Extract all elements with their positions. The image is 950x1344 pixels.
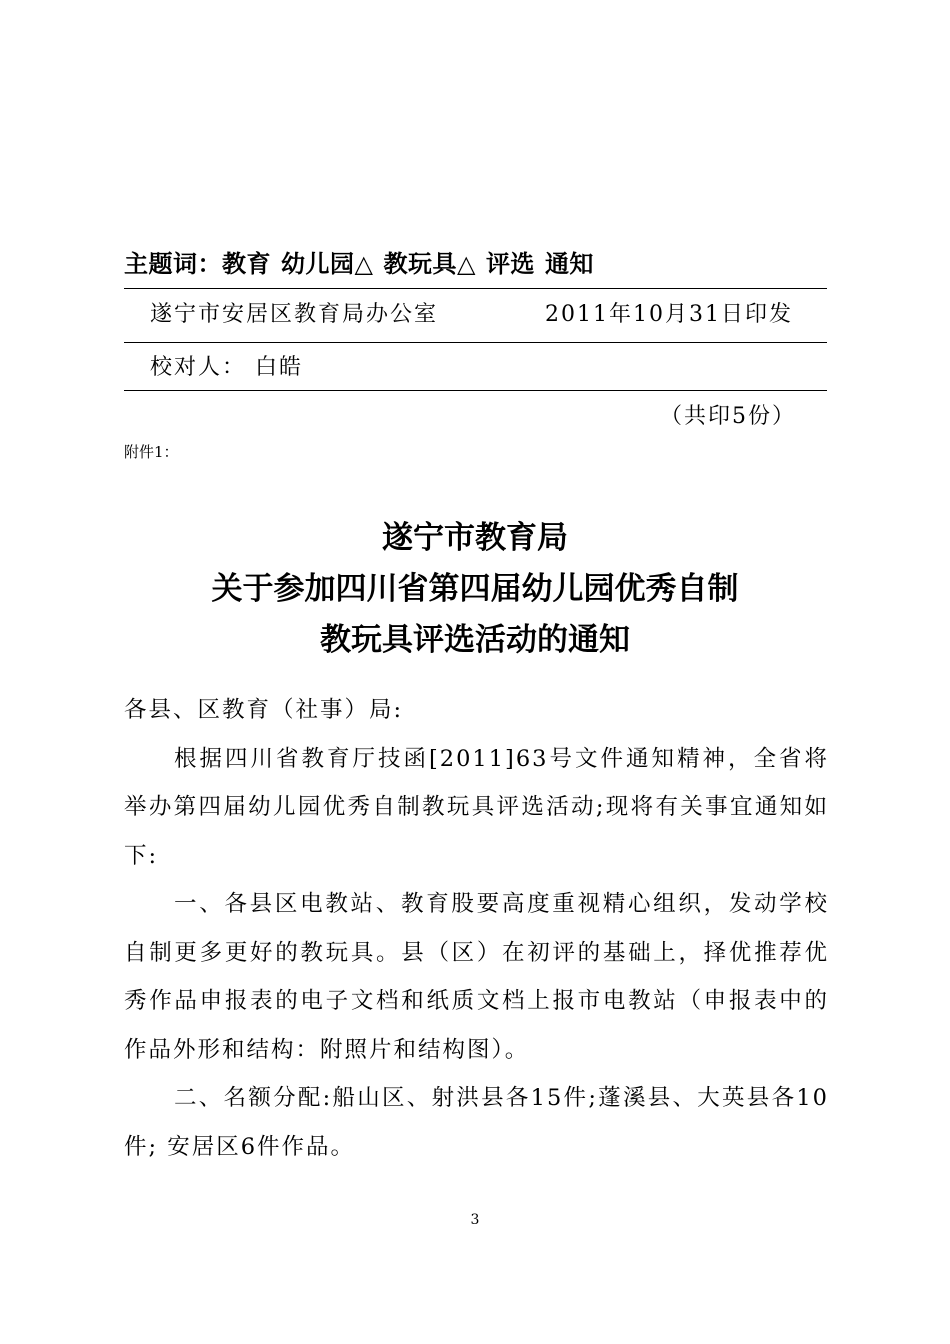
issue-date: 2011年10月31日印发: [545, 302, 793, 327]
keywords-label: 主题词：: [124, 250, 222, 278]
keyword: 教育: [222, 250, 271, 278]
notice-title-line-3: 教玩具评选活动的通知: [320, 622, 630, 658]
divider-line: [124, 390, 827, 391]
keyword: 幼儿园△: [281, 250, 374, 278]
subject-keywords: [124, 244, 604, 279]
paragraph: 根据四川省教育厅技函[2011]63号文件通知精神，全省将举办第四届幼儿园优秀自制教玩具评选活动;现将有关事宜通知如下:: [124, 745, 829, 869]
keyword: 教玩具△: [383, 250, 476, 278]
proofreader: 校对人： 白皓: [150, 355, 303, 380]
keyword: 通知: [544, 250, 594, 278]
paragraph: 二、名额分配:船山区、射洪县各15件;蓬溪县、大英县各10件; 安居区6件作品。: [124, 1085, 829, 1160]
divider-line: [124, 288, 827, 289]
paragraph: 一、各县区电教站、教育股要高度重视精心组织，发动学校自制更多更好的教玩具。县（区）在初评的基础上，择优推荐优秀作品申报表的电子文档和纸质文档上报市电教站（申报表中的作品外形和结构：附照片和结构图）。: [124, 891, 829, 1063]
notice-title-line-2: 关于参加四川省第四届幼儿园优秀自制: [211, 571, 739, 607]
salutation: 各县、区教育（社事）局:: [124, 697, 404, 723]
notice-title-line-1: 遂宁市教育局: [382, 520, 568, 556]
attachment-label: 附件1：: [124, 443, 179, 461]
page-number: 3: [470, 1212, 480, 1228]
issuing-office: 遂宁市安居区教育局办公室: [150, 302, 439, 327]
divider-line: [124, 342, 827, 343]
keyword: 评选: [485, 250, 535, 278]
copies-printed: （共印5份）: [660, 404, 796, 429]
notice-body: [124, 686, 829, 1171]
